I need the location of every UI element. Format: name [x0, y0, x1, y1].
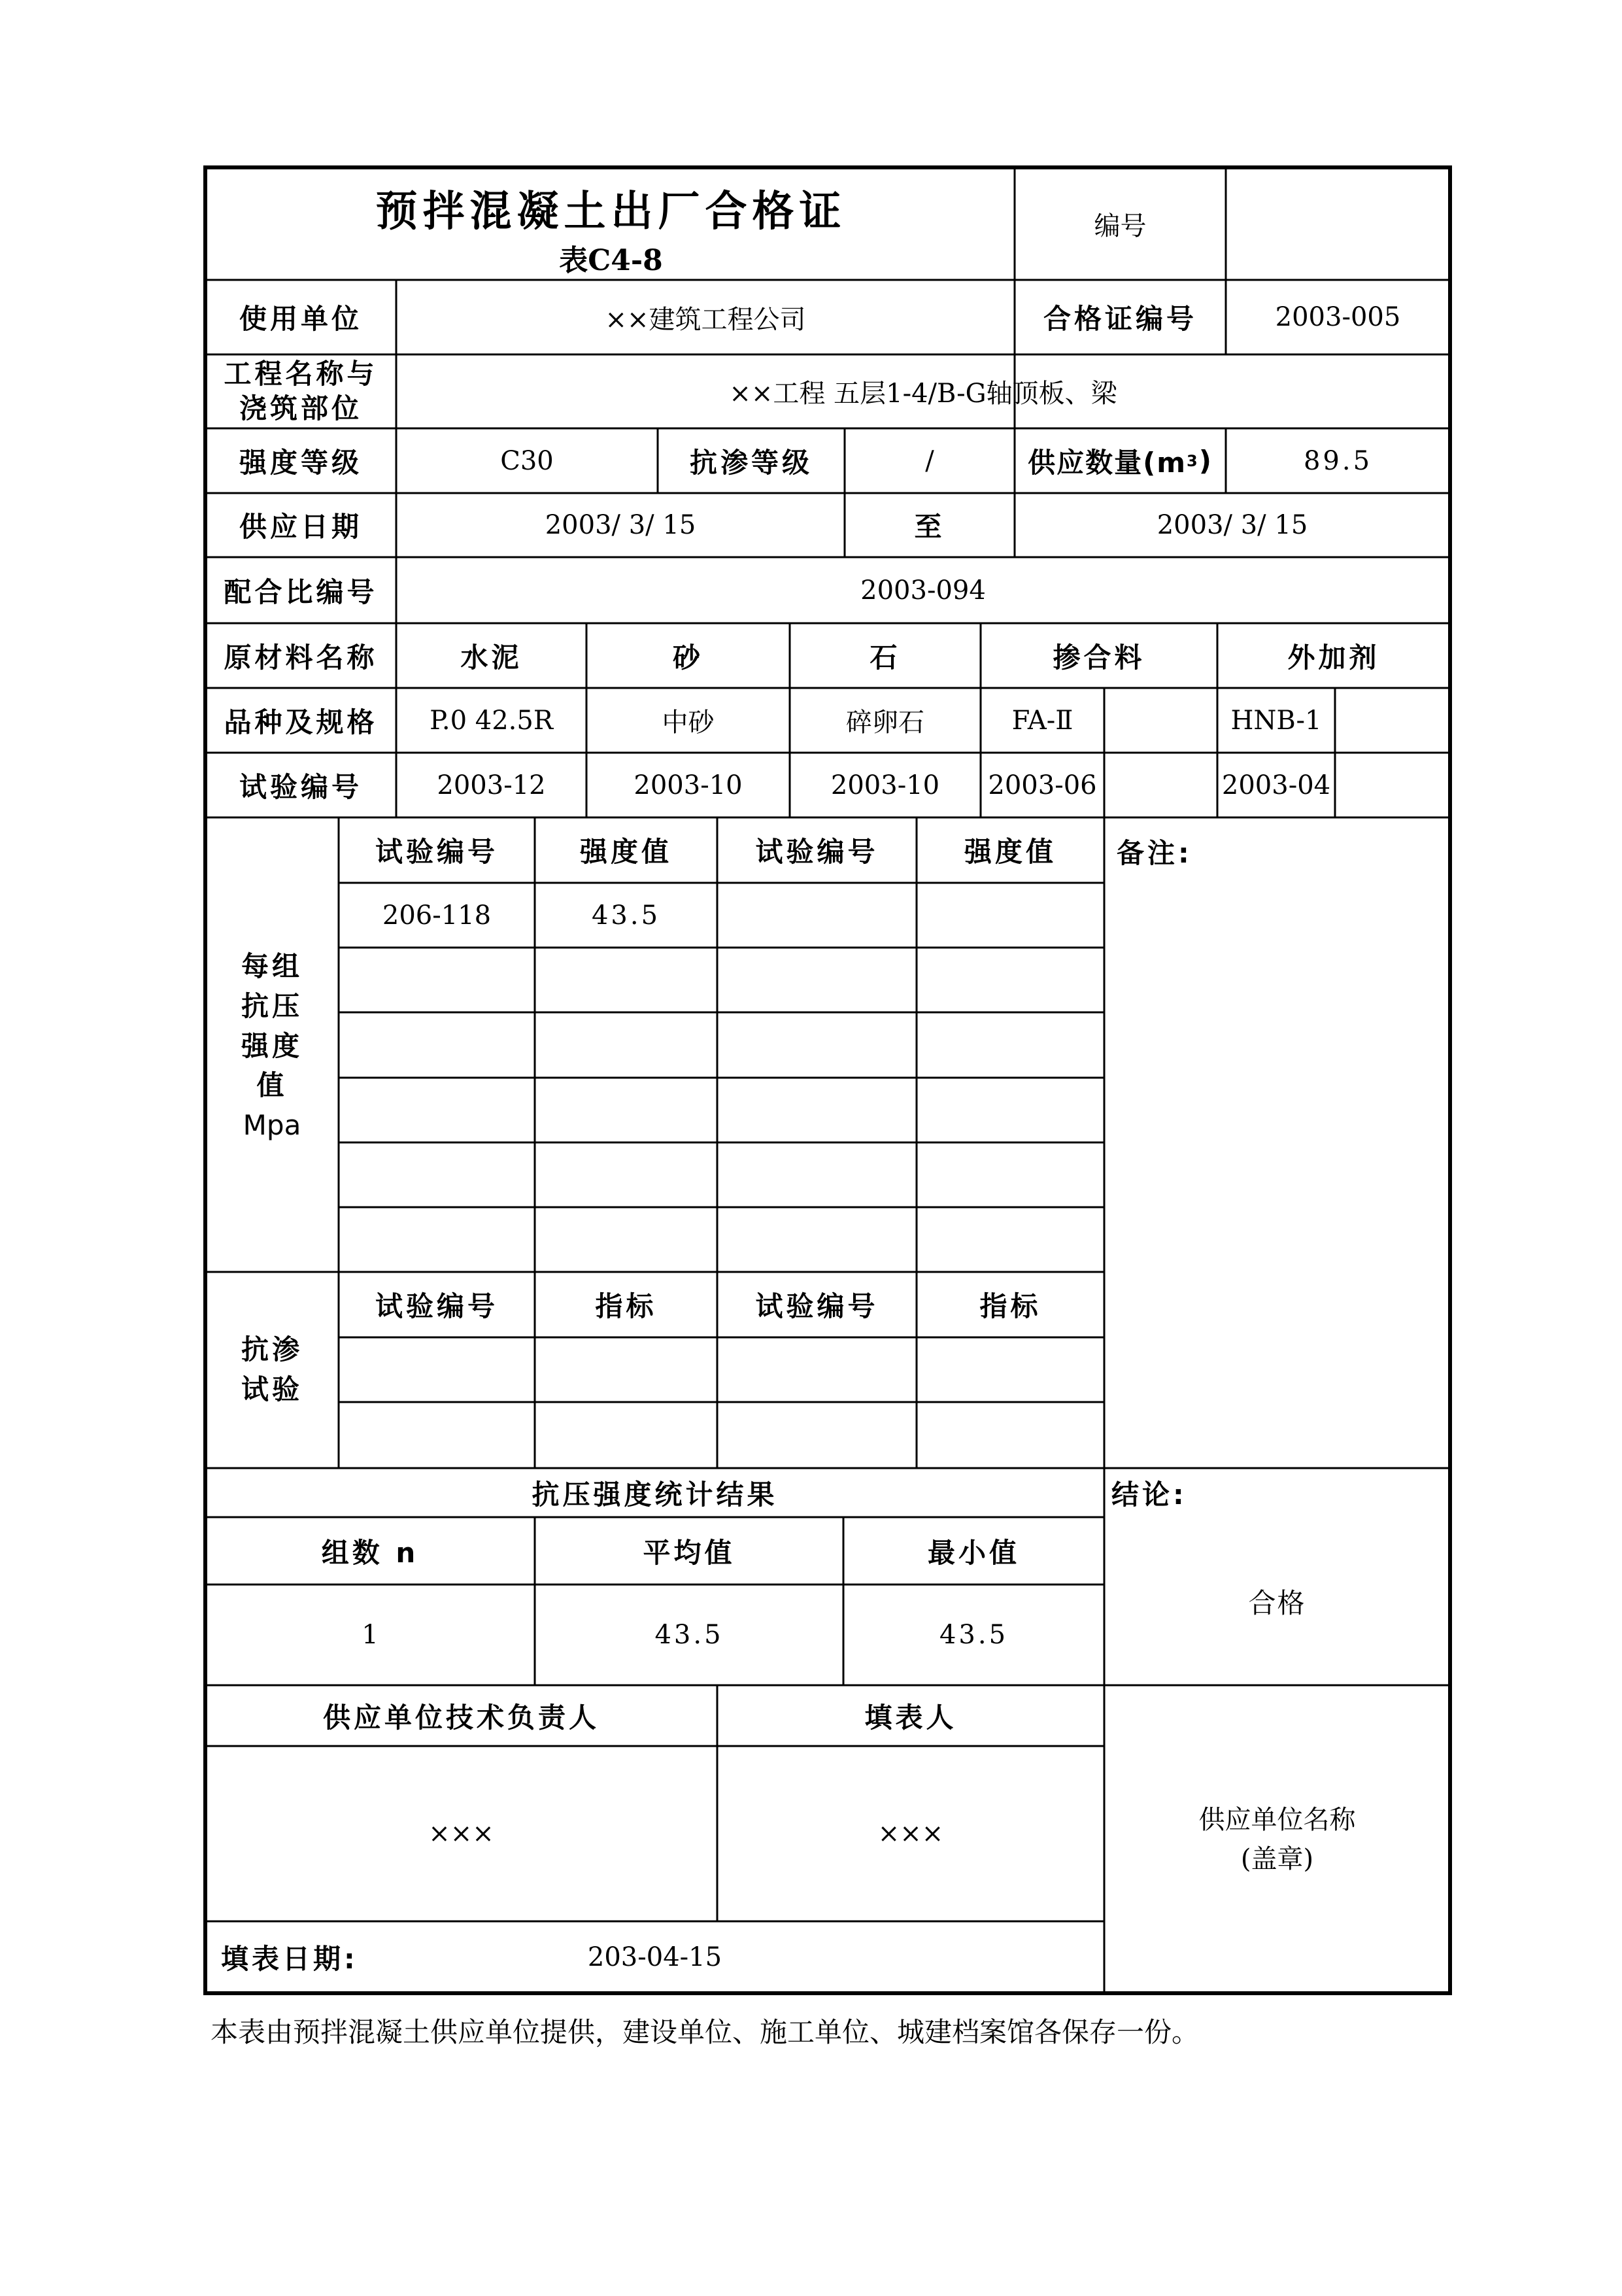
compressive-label-line3: 强度 — [241, 1029, 303, 1062]
statistics-title: 抗压强度统计结果 — [532, 1478, 778, 1511]
compressive-header-strength-2: 强度值 — [964, 836, 1056, 868]
test-no-cement[interactable]: 2003-12 — [437, 770, 546, 800]
cubic-superscript: 3 — [1187, 451, 1199, 470]
compressive-side-label — [205, 935, 339, 1157]
compressive-cell[interactable]: 206-118 — [382, 900, 492, 931]
supplier-name-label: 供应单位名称 — [1198, 1804, 1356, 1835]
supplier-stamp-area[interactable] — [1104, 1685, 1450, 1993]
user-unit-value[interactable]: ××建筑工程公司 — [605, 304, 806, 335]
mix-ratio-value[interactable]: 2003-094 — [860, 575, 986, 606]
supply-quantity-label — [1015, 428, 1226, 493]
compressive-label-line2: 抗压 — [241, 989, 303, 1022]
spec-sand[interactable]: 中砂 — [662, 708, 715, 738]
strength-grade-label: 强度等级 — [239, 446, 362, 479]
test-no-stone[interactable]: 2003-10 — [830, 770, 940, 800]
stat-value-average[interactable]: 43.5 — [654, 1620, 724, 1650]
supply-quantity-value[interactable]: 89.5 — [1303, 445, 1373, 476]
compressive-cell[interactable]: 43.5 — [591, 900, 661, 931]
project-label-line2: 浇筑部位 — [239, 392, 362, 424]
spec-additive-2[interactable] — [1335, 688, 1450, 753]
stat-header-minimum: 最小值 — [927, 1536, 1020, 1569]
compressive-label-line1: 每组 — [241, 950, 303, 982]
impermeability-header-test-no-2: 试验编号 — [755, 1290, 879, 1322]
remarks-area[interactable] — [1104, 876, 1450, 1465]
stat-header-average: 平均值 — [643, 1536, 735, 1569]
impermeability-side-label — [205, 1272, 339, 1468]
impermeability-header-test-no-1: 试验编号 — [375, 1290, 498, 1322]
material-sand: 砂 — [672, 641, 703, 674]
compressive-label-line4: 值 — [256, 1069, 288, 1102]
test-no-mineral-1[interactable]: 2003-06 — [988, 770, 1097, 800]
compressive-label-line5: Mpa — [243, 1109, 301, 1142]
impermeability-grade-value[interactable]: / — [925, 445, 934, 476]
user-unit-label: 使用单位 — [239, 303, 362, 335]
filler-label: 填表人 — [864, 1701, 957, 1734]
conclusion-label: 结论: — [1111, 1478, 1187, 1511]
test-no-additive-1[interactable]: 2003-04 — [1221, 770, 1331, 800]
table-code: 表C4-8 — [559, 244, 663, 277]
tech-lead-label: 供应单位技术负责人 — [322, 1701, 600, 1734]
number-value[interactable] — [1226, 167, 1450, 280]
supply-date-from[interactable]: 2003/ 3/ 15 — [545, 510, 696, 540]
filler-signature[interactable]: ××× — [877, 1819, 944, 1849]
spec-stone[interactable]: 碎卵石 — [846, 708, 924, 738]
supply-date-to[interactable]: 2003/ 3/ 15 — [1157, 510, 1308, 540]
stat-header-count: 组数 n — [321, 1536, 419, 1569]
impermeability-label-line1: 抗渗 — [241, 1333, 303, 1366]
material-name-row-label: 原材料名称 — [224, 641, 378, 674]
test-no-additive-2[interactable] — [1335, 753, 1450, 817]
spec-mineral-1[interactable]: FA-Ⅱ — [1011, 705, 1073, 736]
tech-lead-signature[interactable]: ××× — [428, 1819, 494, 1849]
project-label — [205, 354, 396, 428]
conclusion-value[interactable]: 合格 — [1248, 1586, 1306, 1619]
spec-row-label: 品种及规格 — [224, 706, 378, 738]
compressive-header-test-no-1: 试验编号 — [375, 836, 498, 868]
mix-ratio-label: 配合比编号 — [224, 575, 378, 608]
remarks-label: 备注: — [1117, 837, 1192, 869]
spec-mineral-2[interactable] — [1104, 688, 1217, 753]
impermeability-header-index-1: 指标 — [595, 1290, 657, 1322]
form-title: 预拌混凝土出厂合格证 — [375, 188, 847, 236]
strength-grade-value[interactable]: C30 — [500, 445, 554, 476]
cert-no-label: 合格证编号 — [1043, 303, 1197, 335]
spec-additive-1[interactable]: HNB-1 — [1230, 705, 1322, 736]
stamp-note: (盖章) — [1240, 1843, 1314, 1874]
project-label-line1: 工程名称与 — [224, 358, 378, 390]
material-additive: 外加剂 — [1287, 641, 1380, 674]
test-no-mineral-2[interactable] — [1104, 753, 1217, 817]
compressive-header-test-no-2: 试验编号 — [755, 836, 879, 868]
fill-date-value[interactable]: 203-04-15 — [587, 1942, 722, 1972]
impermeability-header-index-2: 指标 — [979, 1290, 1041, 1322]
footnote: 本表由预拌混凝土供应单位提供，建设单位、施工单位、城建档案馆各保存一份。 — [211, 2016, 1200, 2048]
test-no-sand[interactable]: 2003-10 — [634, 770, 743, 800]
impermeability-grade-label: 抗渗等级 — [689, 446, 813, 479]
compressive-cell[interactable] — [717, 883, 917, 948]
number-label: 编号 — [1094, 211, 1147, 241]
test-no-row-label: 试验编号 — [239, 770, 362, 803]
fill-date-label: 填表日期: — [221, 1943, 358, 1975]
compressive-header-strength-1: 强度值 — [579, 836, 672, 868]
material-cement: 水泥 — [460, 641, 522, 674]
stat-value-minimum[interactable]: 43.5 — [939, 1620, 1009, 1650]
supply-date-to-label: 至 — [914, 511, 945, 543]
project-value[interactable]: ××工程 五层1-4/B-G轴顶板、梁 — [729, 379, 1117, 409]
supply-quantity-label-text: 供应数量(m — [1028, 446, 1187, 479]
cert-no-value[interactable]: 2003-005 — [1275, 302, 1401, 332]
material-admixture-mineral: 掺合料 — [1053, 641, 1145, 674]
material-stone: 石 — [870, 641, 901, 674]
supply-quantity-label-close: ) — [1198, 445, 1213, 477]
spec-cement[interactable]: P.0 42.5R — [430, 705, 553, 736]
stat-value-count[interactable]: 1 — [362, 1620, 379, 1650]
supply-date-label: 供应日期 — [239, 511, 362, 543]
compressive-cell[interactable] — [917, 883, 1104, 948]
impermeability-label-line2: 试验 — [241, 1373, 303, 1405]
